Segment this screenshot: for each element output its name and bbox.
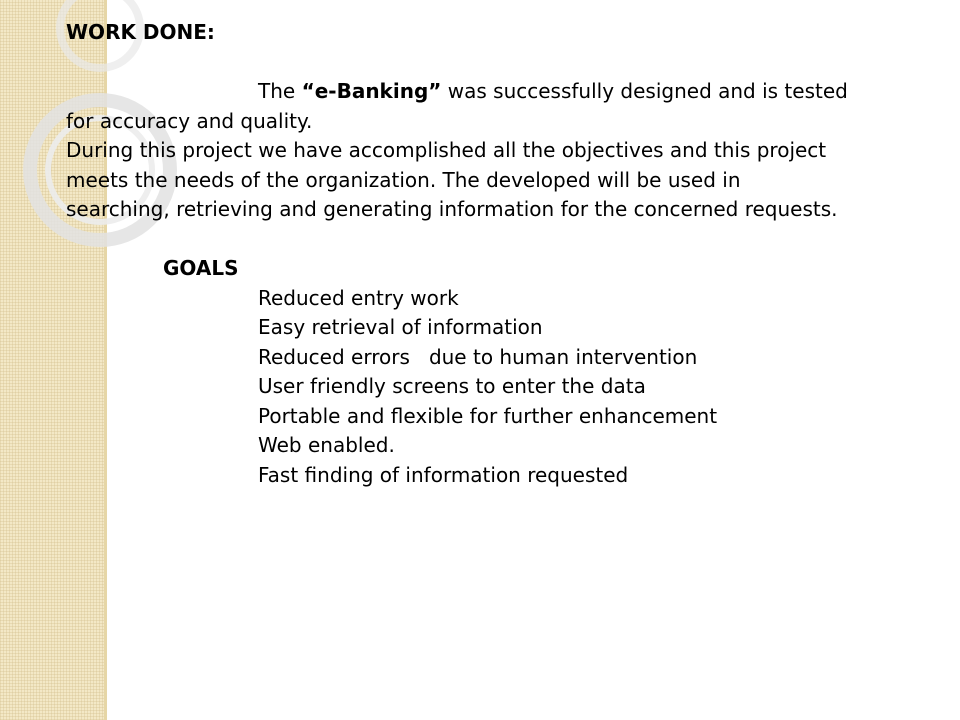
intro-line-1 xyxy=(66,77,906,107)
slide-body xyxy=(66,18,906,490)
goal-item: Fast finding of information requested xyxy=(258,462,629,487)
goal-item: Portable and flexible for further enhancement xyxy=(258,403,718,428)
work-done-heading: WORK DONE: xyxy=(66,20,215,44)
intro-rest: was successfully designed and is tested xyxy=(441,79,848,103)
goal-item: User friendly screens to enter the data xyxy=(258,374,646,398)
intro-prefix: The xyxy=(258,79,302,103)
goals-heading: GOALS xyxy=(163,256,239,280)
goal-item: Easy retrieval of information xyxy=(258,315,543,339)
intro-line-2: for accuracy and quality. xyxy=(66,108,313,133)
goal-item: Reduced errors due to human intervention xyxy=(258,344,698,369)
paragraph-line: During this project we have accomplished all the objectives and this project xyxy=(66,138,827,162)
goal-item: Reduced entry work xyxy=(258,285,459,310)
blank-line xyxy=(66,48,906,78)
project-name: “e-Banking” xyxy=(301,79,442,103)
paragraph-line: searching, retrieving and generating information for the concerned requests. xyxy=(66,197,838,221)
blank-line xyxy=(66,225,906,255)
paragraph-line: meets the needs of the organization. The developed will be used in xyxy=(66,167,741,192)
goal-item: Web enabled. xyxy=(258,433,395,457)
